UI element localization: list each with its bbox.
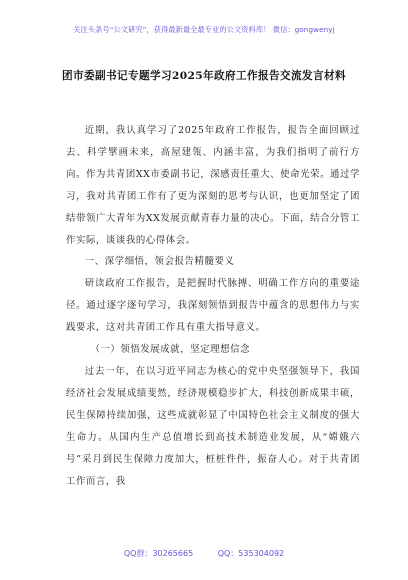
paragraph-section-1: 研读政府工作报告，是把握时代脉搏、明确工作方向的重要途径。通过逐字逐句学习，我深刻领悟到报告中蕴含的思想伟力与实践要求，这对共青团工作具有重大指导意义。 bbox=[66, 278, 360, 334]
paragraph-subsection-1: 过去一年，在以习近平同志为核心的党中央坚强领导下，我国经济社会发展成绩斐然，经济规模稳步扩大，科技创新成果丰硕，民生保障持续加强，这些成就彰显了中国特色社会主义制度的强大生命力。从国内生产总值增长到高技术制造业发展，从“嫦娥六号”采月到民生保障力度加大，桩桩件件，振奋人心。对于共青团工作而言，我 bbox=[66, 365, 360, 487]
contact-footer bbox=[0, 548, 408, 559]
promo-banner: 关注头条号“公文研究”，获得最新最全最专业的公文资料库！ 微信：gongwenyj bbox=[73, 25, 335, 34]
qq-number: QQ：535304092 bbox=[217, 549, 285, 558]
document-body bbox=[66, 120, 360, 492]
document-title: 团市委副书记专题学习2025年政府工作报告交流发言材料 bbox=[62, 70, 346, 82]
subsection-heading-1: （一）领悟发展成就，坚定理想信念 bbox=[90, 344, 251, 356]
qq-group: QQ群：30265665 bbox=[123, 549, 194, 558]
paragraph-intro: 近期，我认真学习了2025年政府工作报告，报告全面回顾过去、科学擘画未来，高屋建瓴、内涵丰富，为我们指明了前行方向。作为共青团XX市委副书记，深感责任重大、使命光荣。通过学习，我对共青团工作有了更为深刻的思考与认识，也更加坚定了团结带领广大青年为XX发展贡献青春力量的决心。下面，结合分管工作实际，谈谈我的心得体会。 bbox=[66, 125, 360, 246]
section-heading-1: 一、深学细悟，领会报告精髓要义 bbox=[84, 256, 235, 268]
